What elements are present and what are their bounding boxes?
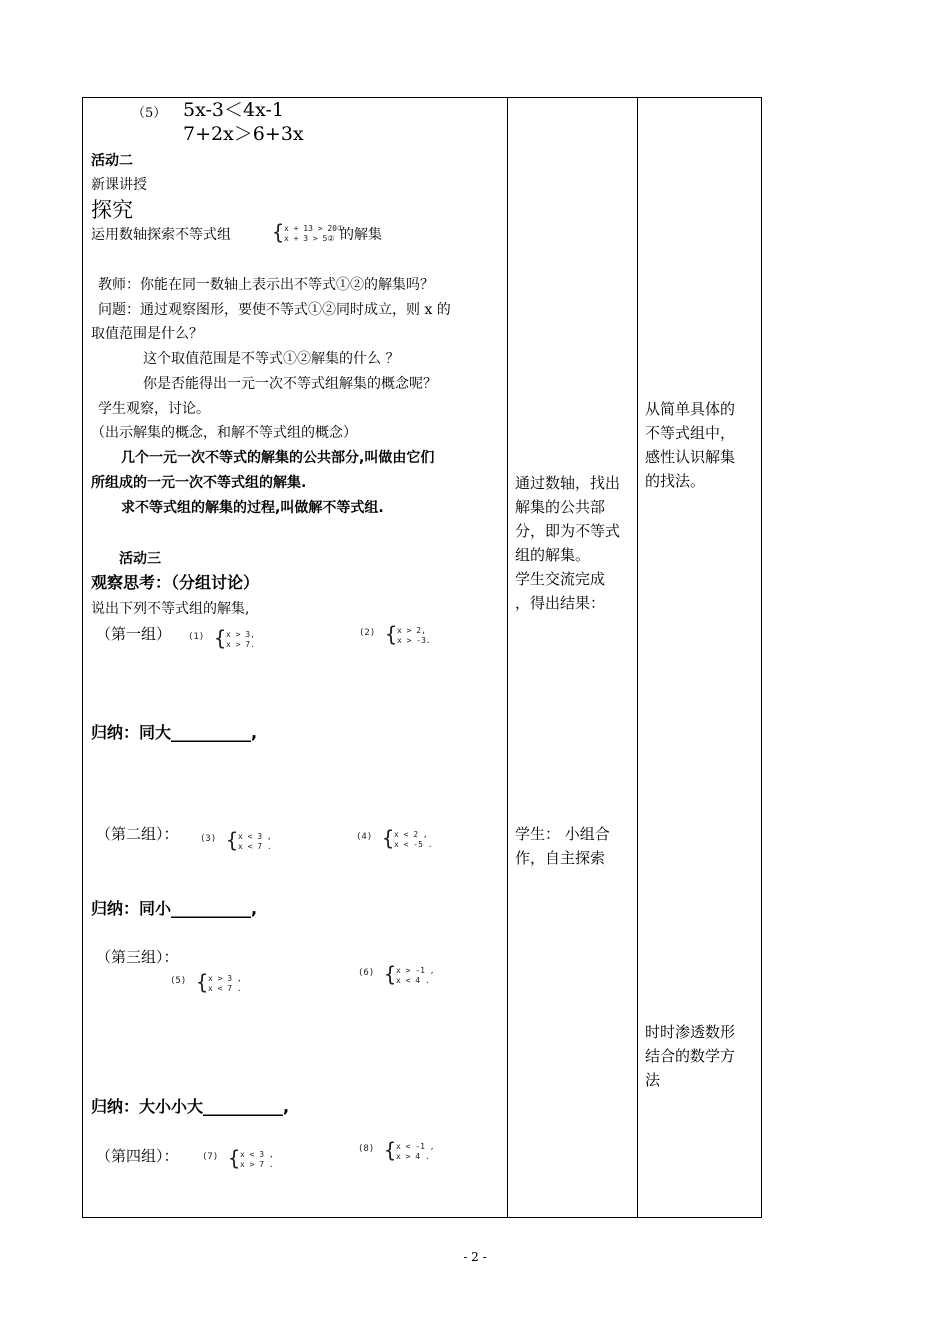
definition-line-3: 求不等式组的解集的过程,叫做解不等式组. — [121, 500, 384, 516]
column-divider — [637, 98, 638, 1217]
page-number: - 2 - — [463, 1250, 487, 1264]
definition-line-1: 几个一元一次不等式的解集的公共部分,叫做由它们 — [121, 450, 435, 466]
right-note-2: 时时渗透数形 结合的数学方 法 — [645, 1023, 736, 1089]
group1-label: （第一组） — [96, 625, 172, 643]
numberline-text-b: 的解集 — [340, 227, 382, 243]
student-observe: 学生观察，讨论。 — [98, 401, 210, 417]
middle-note-2: 学生： 小组合 作，自主探索 — [515, 825, 610, 867]
definition-line-2: 所组成的一元一次不等式组的解集. — [91, 475, 307, 491]
eq5-line1: 5x-3＜4x-1 — [183, 99, 284, 121]
explore-heading: 探究 — [91, 198, 133, 222]
eq5-line2: 7+2x＞6+3x — [183, 123, 304, 145]
right-note-1: 从简单具体的 不等式组中， 感性认识解集 的找法。 — [645, 400, 736, 490]
summary-same-small: 归纳：同小__________, — [91, 899, 258, 918]
say-solution: 说出下列不等式组的解集, — [91, 601, 250, 617]
group4-label: （第四组）： — [96, 1147, 179, 1165]
activity2-title: 活动二 — [91, 153, 133, 169]
eq5-label: （5） — [132, 106, 167, 121]
group3-label: （第三组）： — [96, 948, 179, 966]
observe-title: 观察思考：（分组讨论） — [91, 573, 260, 592]
summary-mixed: 归纳：大小小大__________, — [91, 1097, 290, 1116]
question-line-1: 问题：通过观察图形，要使不等式①②同时成立，则 x 的 — [98, 302, 451, 318]
teacher-question: 教师：你能在同一数轴上表示出不等式①②的解集吗？ — [98, 277, 434, 293]
question-line-4: 你是否能得出一元一次不等式组解集的概念呢？ — [143, 376, 437, 392]
summary-same-large: 归纳：同大__________, — [91, 723, 258, 742]
question-line-3: 这个取值范围是不等式①②解集的什么 ？ — [143, 351, 400, 367]
show-concept: （出示解集的概念，和解不等式组的概念） — [91, 425, 357, 441]
middle-note-1: 通过数轴，找出 解集的公共部 分，即为不等式 组的解集。 学生交流完成 ，得出结果： — [515, 474, 621, 612]
column-divider — [507, 98, 508, 1217]
group2-label: （第二组）： — [96, 825, 179, 843]
numberline-text-a: 运用数轴探索不等式组 — [91, 227, 231, 243]
question-line-2: 取值范围是什么？ — [91, 326, 203, 342]
new-lesson: 新课讲授 — [91, 177, 147, 193]
activity3-title: 活动三 — [119, 551, 161, 567]
